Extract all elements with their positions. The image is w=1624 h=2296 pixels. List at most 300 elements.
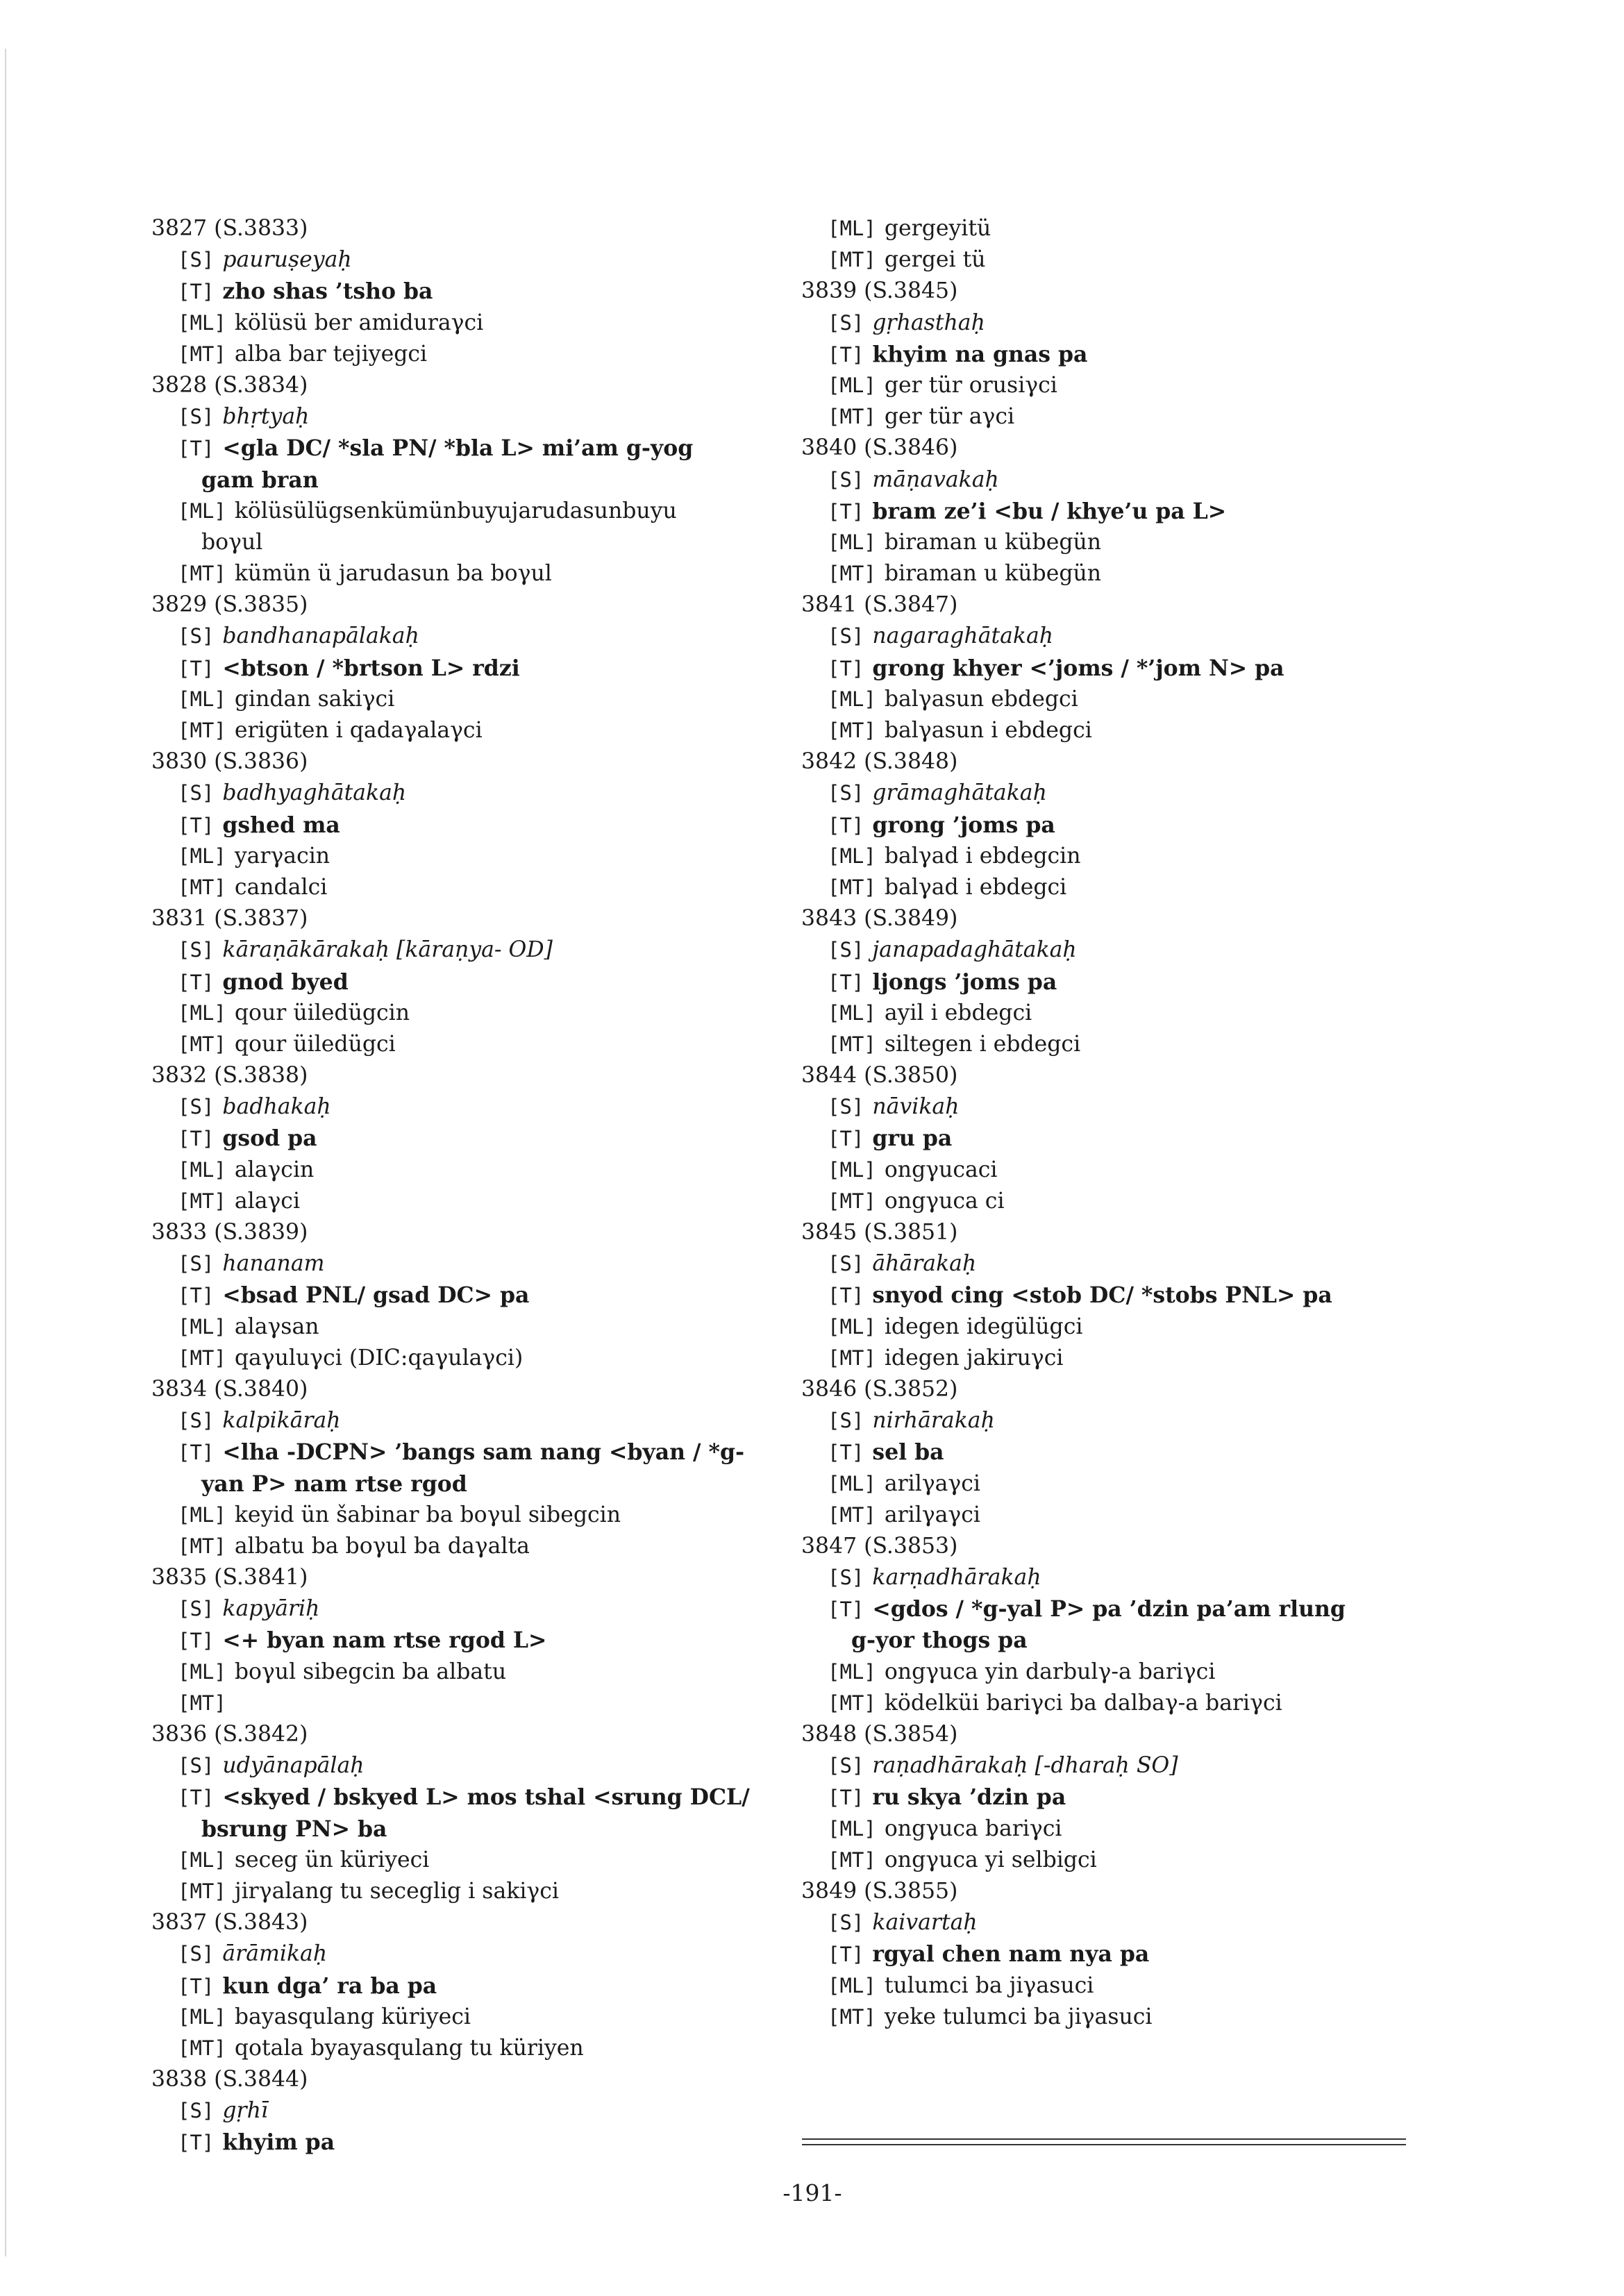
field-tag: [S] [828, 1566, 864, 1590]
entry-number: 3835 (S.3841) [151, 1565, 308, 1591]
field-tag: [MT] [178, 1032, 226, 1056]
field-value: yan P> nam rtse rgod [201, 1470, 467, 1497]
field-value: khyim pa [222, 2129, 335, 2156]
dictionary-entry [151, 1719, 790, 1907]
entry-line-ml [801, 1813, 1461, 1845]
field-tag: [MT] [178, 1879, 226, 1903]
field-value: <btson / *brtson L> rdzi [222, 655, 520, 681]
dictionary-entry [151, 1562, 790, 1719]
field-tag: [S] [178, 1597, 215, 1621]
entry-line-t [801, 1280, 1461, 1311]
field-value: kāraṇākārakaḥ [kāraṇya- OD] [222, 937, 553, 963]
field-value: karṇadhārakaḥ [872, 1565, 1041, 1591]
field-value: gergeyitü [884, 216, 991, 241]
entry-number: 3841 (S.3847) [801, 592, 958, 618]
field-value: grong ’joms pa [872, 812, 1055, 838]
entry-line-s [801, 935, 1461, 966]
field-tag: [S] [178, 938, 215, 962]
page-edge-line [5, 49, 6, 2256]
field-value: ārāmikaḥ [222, 1941, 328, 1967]
field-value: gam bran [201, 467, 319, 493]
field-tag: [T] [828, 499, 864, 523]
entry-line-s [151, 1405, 790, 1436]
field-tag: [MT] [828, 875, 876, 899]
field-value: gnod byed [222, 969, 349, 995]
field-tag: [MT] [178, 875, 226, 899]
field-value: zho shas ’tsho ba [222, 278, 433, 305]
field-tag: [ML] [178, 2004, 226, 2029]
dictionary-entry [801, 1374, 1461, 1531]
page-number: -191- [782, 2179, 842, 2206]
entry-number: 3847 (S.3853) [801, 1533, 958, 1559]
field-value: kaivartaḥ [872, 1910, 978, 1936]
field-tag: [MT] [178, 1534, 226, 1558]
entry-line-ml [801, 1657, 1461, 1688]
field-tag: [S] [828, 467, 864, 492]
entry-number: 3849 (S.3855) [801, 1878, 958, 1904]
field-value: ger tür aγci [884, 404, 1015, 430]
field-value: grāmaghātakaḥ [872, 780, 1047, 806]
field-tag: [T] [828, 1943, 864, 1967]
entry-number: 3846 (S.3852) [801, 1376, 958, 1402]
field-value: bhṛtyaḥ [222, 404, 310, 430]
left-column [151, 213, 790, 2159]
field-value: alaγsan [234, 1314, 319, 1339]
field-value: ongγuca ci [884, 1188, 1005, 1214]
field-tag: [S] [828, 1095, 864, 1119]
field-tag: [ML] [828, 530, 876, 554]
field-value: yarγacin [234, 843, 330, 869]
dictionary-entry [801, 276, 1461, 433]
entry-line-mt [151, 1343, 790, 1374]
entry-line-s [801, 1562, 1461, 1593]
field-tag: [MT] [828, 248, 876, 272]
entry-line-s [151, 778, 790, 809]
entry-line-ml [151, 496, 790, 527]
field-tag: [ML] [178, 1502, 226, 1527]
entry-line-t [151, 653, 790, 684]
field-value: candalci [234, 874, 328, 900]
dictionary-entry [801, 213, 1461, 276]
field-value: <gdos / *g-yal P> pa ’dzin pa’am rlung [872, 1596, 1346, 1623]
field-tag: [S] [828, 1252, 864, 1276]
entry-line-mt [801, 2002, 1461, 2033]
field-value: albatu ba boγul ba daγalta [234, 1533, 530, 1559]
dictionary-entry [801, 433, 1461, 589]
field-tag: [T] [178, 1974, 215, 1998]
entry-line-mt [151, 339, 790, 370]
field-tag: [ML] [178, 1314, 226, 1339]
field-value: kalpikāraḥ [222, 1408, 341, 1434]
field-tag: [S] [178, 1409, 215, 1433]
field-value: ru skya ’dzin pa [872, 1784, 1066, 1811]
field-tag: [ML] [178, 844, 226, 868]
entry-line-ml [801, 370, 1461, 401]
field-tag: [T] [828, 342, 864, 367]
field-tag: [T] [828, 813, 864, 837]
field-value: māṇavakaḥ [872, 467, 999, 492]
entry-line-s [151, 401, 790, 433]
dictionary-entry [151, 1217, 790, 1374]
entry-line-s [151, 1593, 790, 1625]
entry-line-t [151, 1970, 790, 2002]
field-value: idegen idegülügci [884, 1314, 1083, 1339]
entry-line-t2 [151, 464, 790, 496]
field-tag: [S] [178, 248, 215, 272]
entry-line-mt [151, 1876, 790, 1907]
field-value: hananam [222, 1251, 325, 1277]
entry-line-ml [151, 998, 790, 1029]
field-tag: [S] [178, 781, 215, 805]
field-value: qour üiledügcin [234, 1000, 410, 1025]
entry-line-t2 [151, 1468, 790, 1500]
entry-line-s [151, 1938, 790, 1970]
field-value: <gla DC/ *sla PN/ *bla L> mi’am g-yog [222, 435, 694, 462]
field-value: arilγaγci [884, 1470, 980, 1496]
field-value: kölüsü ber amiduraγci [234, 310, 484, 335]
field-tag: [T] [178, 813, 215, 837]
dictionary-entry [151, 589, 790, 746]
field-value: g-yor thogs pa [851, 1627, 1028, 1654]
entry-line-s [151, 621, 790, 652]
entry-line-mt [151, 1688, 790, 1719]
field-value: boγul [201, 529, 263, 555]
entry-line-s [801, 1907, 1461, 1938]
entry-line-mt [151, 1186, 790, 1217]
field-tag: [S] [828, 938, 864, 962]
field-value: jirγalang tu seceglig i sakiγci [234, 1878, 559, 1904]
entry-number: 3837 (S.3843) [151, 1910, 308, 1936]
entry-line-mt [801, 1845, 1461, 1876]
dictionary-entry [151, 1907, 790, 2064]
field-tag: [T] [828, 1786, 864, 1810]
field-tag: [S] [828, 781, 864, 805]
field-value: <bsad PNL/ gsad DC> pa [222, 1282, 530, 1309]
entry-line-s [801, 1405, 1461, 1436]
field-value: bsrung PN> ba [201, 1816, 387, 1842]
field-tag: [S] [178, 624, 215, 648]
entry-line-t [151, 1436, 790, 1468]
entry-line-mt [801, 401, 1461, 433]
field-tag: [ML] [828, 1314, 876, 1339]
entry-number: 3833 (S.3839) [151, 1220, 308, 1245]
entry-line-mt [801, 1500, 1461, 1531]
field-value: biraman u kübegün [884, 529, 1102, 555]
entry-line-ml [801, 527, 1461, 558]
entry-line-ml [151, 1500, 790, 1531]
entry-line-mt [801, 1343, 1461, 1374]
entry-number: 3843 (S.3849) [801, 906, 958, 932]
field-tag: [T] [178, 1284, 215, 1308]
field-value: balγad i ebdegci [884, 874, 1067, 900]
entry-number: 3834 (S.3840) [151, 1376, 308, 1402]
field-value: ljongs ’joms pa [872, 969, 1057, 995]
dictionary-entry [801, 589, 1461, 746]
field-value: kun dga’ ra ba pa [222, 1972, 437, 1999]
entry-line-s [151, 2095, 790, 2127]
entry-number: 3839 (S.3845) [801, 278, 958, 304]
field-tag: [MT] [828, 1502, 876, 1527]
field-value: alba bar tejiyegci [234, 341, 428, 367]
field-tag: [MT] [178, 1189, 226, 1213]
dictionary-entry [801, 1531, 1461, 1719]
entry-line-t [151, 1280, 790, 1311]
entry-line-t [151, 1625, 790, 1656]
field-value: badhyaghātakaḥ [222, 780, 407, 806]
entry-line-s [801, 1248, 1461, 1280]
dictionary-entry [151, 1374, 790, 1562]
entry-number: 3838 (S.3844) [151, 2067, 308, 2093]
field-tag: [T] [828, 656, 864, 680]
field-value: ongγuca bariγci [884, 1816, 1062, 1841]
entry-line-t2 [151, 1813, 790, 1845]
field-value: arilγaγci [884, 1502, 980, 1527]
field-value: nāvikaḥ [872, 1094, 960, 1120]
dictionary-entry [151, 1060, 790, 1217]
field-tag: [ML] [178, 310, 226, 335]
field-tag: [S] [828, 624, 864, 648]
field-tag: [MT] [828, 405, 876, 429]
entry-line-t [801, 1593, 1461, 1625]
entry-line-s [801, 778, 1461, 809]
field-tag: [ML] [828, 687, 876, 711]
field-tag: [S] [178, 1095, 215, 1119]
field-tag: [MT] [828, 562, 876, 586]
field-tag: [ML] [828, 373, 876, 397]
entry-line-t [151, 810, 790, 841]
field-tag: [S] [828, 1911, 864, 1935]
entry-line-ml [801, 998, 1461, 1029]
field-value: erigüten i qadaγalaγci [234, 718, 483, 743]
field-value: balγasun i ebdegci [884, 718, 1092, 743]
entry-line-t [801, 1436, 1461, 1468]
field-value: nirhārakaḥ [872, 1408, 995, 1434]
entry-line-mt [801, 715, 1461, 746]
dictionary-entry [151, 213, 790, 370]
entry-line-ml [801, 1970, 1461, 2002]
field-value: idegen jakiruγci [884, 1345, 1064, 1371]
entry-line-s [801, 621, 1461, 652]
dictionary-entry [801, 903, 1461, 1060]
entry-line-s [151, 1248, 790, 1280]
field-tag: [T] [178, 437, 215, 461]
entry-line-mt [801, 1029, 1461, 1060]
entry-line-t [801, 1123, 1461, 1154]
field-tag: [T] [178, 1786, 215, 1810]
field-value: khyim na gnas pa [872, 341, 1088, 367]
field-tag: [ML] [828, 1659, 876, 1684]
field-tag: [S] [828, 1409, 864, 1433]
field-tag: [ML] [178, 1157, 226, 1182]
field-value: boγul sibegcin ba albatu [234, 1659, 507, 1684]
field-tag: [MT] [828, 1847, 876, 1872]
entry-line-ml [151, 841, 790, 872]
field-tag: [T] [828, 970, 864, 994]
entry-number: 3827 (S.3833) [151, 216, 308, 241]
field-value: gsod pa [222, 1125, 317, 1152]
entry-line-mt [151, 558, 790, 589]
entry-line-mt [151, 715, 790, 746]
field-tag: [S] [178, 1754, 215, 1778]
field-value: keyid ün šabinar ba boγul sibegcin [234, 1502, 621, 1527]
field-value: kapyāriḥ [222, 1596, 320, 1622]
entry-number: 3830 (S.3836) [151, 749, 308, 775]
entry-number: 3840 (S.3846) [801, 435, 958, 461]
field-value: qaγuluγci (DIC:qaγulaγci) [234, 1345, 524, 1371]
field-value: <+ byan nam rtse rgod L> [222, 1627, 547, 1654]
field-value: sel ba [872, 1439, 944, 1466]
entry-line-ml [801, 841, 1461, 872]
entry-line-ml [801, 213, 1461, 244]
entry-number: 3844 (S.3850) [801, 1063, 958, 1089]
field-value: tulumci ba jiγasuci [884, 1972, 1094, 1998]
field-tag: [MT] [828, 1346, 876, 1370]
field-tag: [T] [178, 280, 215, 304]
field-value: ayil i ebdegci [884, 1000, 1032, 1025]
entry-line-s [151, 244, 790, 276]
entry-line-t [151, 1123, 790, 1154]
field-value: nagaraghātakaḥ [872, 623, 1054, 649]
field-tag: [T] [828, 1127, 864, 1151]
field-value: qotala byayasqulang tu küriyen [234, 2035, 584, 2061]
entry-line-s [151, 1750, 790, 1782]
field-tag: [S] [828, 1754, 864, 1778]
field-value: gergei tü [884, 247, 986, 273]
field-tag: [MT] [178, 1691, 226, 1715]
entry-line-ml [151, 1312, 790, 1343]
field-tag: [MT] [828, 1691, 876, 1715]
entry-number: 3848 (S.3854) [801, 1722, 958, 1747]
field-value: biraman u kübegün [884, 561, 1102, 587]
field-value: bram ze’i <bu / khye’u pa L> [872, 498, 1227, 524]
field-value: gindan sakiγci [234, 686, 395, 712]
field-value: <lha -DCPN> ’bangs sam nang <byan / *g- [222, 1439, 745, 1466]
field-tag: [ML] [828, 1000, 876, 1025]
dictionary-entry [151, 370, 790, 589]
field-value: āhārakaḥ [872, 1251, 977, 1277]
field-value: rgyal chen nam nya pa [872, 1941, 1150, 1968]
entry-number: 3832 (S.3838) [151, 1063, 308, 1089]
entry-line-mt [801, 1186, 1461, 1217]
field-tag: [S] [178, 1252, 215, 1276]
field-tag: [S] [178, 2099, 215, 2123]
footer-rule [802, 2144, 1406, 2145]
entry-line-ml [151, 684, 790, 715]
field-tag: [T] [828, 1441, 864, 1465]
field-value: qour üiledügci [234, 1031, 396, 1057]
field-value: ongγuca yi selbigci [884, 1847, 1097, 1872]
footer-rule [802, 2138, 1406, 2140]
field-value: udyānapālaḥ [222, 1753, 365, 1779]
field-tag: [ML] [178, 498, 226, 523]
field-tag: [T] [178, 1127, 215, 1151]
entry-line-t [801, 339, 1461, 370]
field-value: gru pa [872, 1125, 953, 1152]
entry-line-mt [801, 1688, 1461, 1719]
field-tag: [MT] [828, 1032, 876, 1056]
field-value: balγad i ebdegcin [884, 843, 1081, 869]
entry-line-ml [801, 1312, 1461, 1343]
field-tag: [MT] [828, 1189, 876, 1213]
field-tag: [ML] [828, 844, 876, 868]
field-tag: [MT] [178, 1346, 226, 1370]
entry-line-ml [151, 308, 790, 339]
entry-line-mt [151, 2033, 790, 2064]
field-value: ger tür orusiγci [884, 372, 1057, 398]
dictionary-entry [801, 1217, 1461, 1374]
field-tag: [S] [828, 310, 864, 335]
field-tag: [T] [178, 2131, 215, 2155]
field-value: bayasqulang küriyeci [234, 2004, 471, 2029]
field-value: bandhanapālakaḥ [222, 623, 419, 649]
field-value: seceg ün küriyeci [234, 1847, 430, 1872]
field-value: ongγucaci [884, 1157, 998, 1182]
field-tag: [MT] [828, 2004, 876, 2029]
entry-line-ml [151, 1657, 790, 1688]
entry-number: 3842 (S.3848) [801, 749, 958, 775]
field-value: <skyed / bskyed L> mos tshal <srung DCL/ [222, 1784, 750, 1811]
field-tag: [MT] [828, 719, 876, 742]
entry-line-t [151, 433, 790, 464]
entry-number: 3836 (S.3842) [151, 1722, 308, 1747]
field-tag: [T] [828, 1284, 864, 1308]
field-value: alaγci [234, 1188, 301, 1214]
entry-line-s [801, 308, 1461, 339]
field-value: ködelküi bariγci ba dalbaγ-a bariγci [884, 1690, 1282, 1716]
entry-line-s [151, 1091, 790, 1123]
entry-line-t [151, 1782, 790, 1813]
entry-line-t [801, 810, 1461, 841]
field-value: grong khyer <’joms / *’jom N> pa [872, 655, 1284, 681]
entry-number: 3845 (S.3851) [801, 1220, 958, 1245]
entry-line-t [801, 653, 1461, 684]
dictionary-entry [151, 746, 790, 903]
entry-line-mt [801, 244, 1461, 276]
field-value: snyod cing <stob DC/ *stobs PNL> pa [872, 1282, 1332, 1309]
field-tag: [S] [178, 1942, 215, 1966]
field-tag: [ML] [828, 1973, 876, 1997]
entry-line-ml2 [151, 527, 790, 558]
field-tag: [ML] [828, 1471, 876, 1495]
entry-line-mt [151, 1531, 790, 1562]
field-value: yeke tulumci ba jiγasuci [884, 2004, 1153, 2029]
entry-line-t2 [801, 1625, 1461, 1656]
entry-line-ml [801, 1468, 1461, 1500]
entry-line-ml [801, 1155, 1461, 1186]
field-value: pauruṣeyaḥ [222, 247, 352, 273]
field-tag: [MT] [178, 562, 226, 586]
field-tag: [ML] [178, 1659, 226, 1684]
field-value: janapadaghātakaḥ [872, 937, 1077, 963]
entry-line-ml [801, 684, 1461, 715]
field-value: siltegen i ebdegci [884, 1031, 1081, 1057]
field-value: balγasun ebdegci [884, 686, 1078, 712]
field-tag: [MT] [178, 342, 226, 366]
field-value: kümün ü jarudasun ba boγul [234, 561, 552, 587]
field-value: ongγuca yin darbulγ-a bariγci [884, 1659, 1216, 1684]
field-value: gshed ma [222, 812, 340, 838]
field-tag: [MT] [178, 2036, 226, 2060]
dictionary-entry [801, 1060, 1461, 1217]
entry-line-s [801, 1091, 1461, 1123]
dictionary-entry [151, 903, 790, 1060]
entry-number: 3831 (S.3837) [151, 906, 308, 932]
right-column [801, 213, 1461, 2033]
entry-line-mt [801, 558, 1461, 589]
field-value: badhakaḥ [222, 1094, 331, 1120]
entry-line-ml [151, 2002, 790, 2033]
field-tag: [MT] [178, 719, 226, 742]
